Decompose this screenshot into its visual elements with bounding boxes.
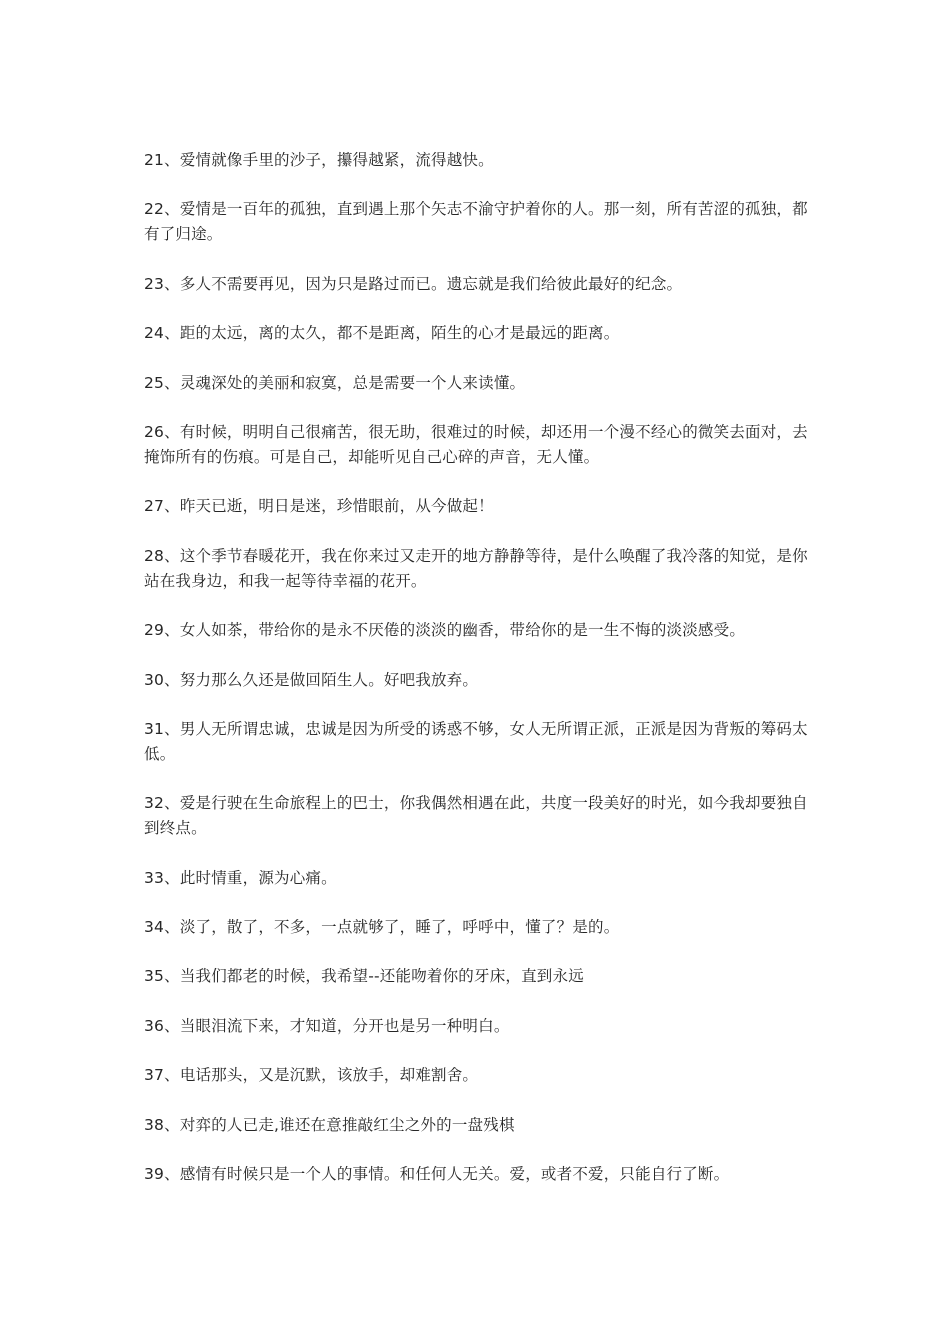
- quote-28: 28、这个季节春暖花开，我在你来过又走开的地方静静等待，是什么唤醒了我冷落的知觉，是你站在我身边，和我一起等待幸福的花开。: [144, 546, 808, 590]
- quote-21: 21、爱情就像手里的沙子，攥得越紧，流得越快。: [144, 151, 494, 169]
- quote-33: 33、此时情重，源为心痛。: [144, 868, 337, 887]
- quote-39: 39、感情有时候只是一个人的事情。和任何人无关。爱，或者不爱，只能自行了断。: [144, 1165, 730, 1184]
- quote-36: 36、当眼泪流下来，才知道，分开也是另一种明白。: [144, 1016, 510, 1035]
- document-body: [144, 148, 810, 1211]
- quote-37: 37、电话那头，又是沉默，该放手，却难割舍。: [144, 1066, 479, 1085]
- quote-38: 38、对弈的人已走,谁还在意推敲红尘之外的一盘残棋: [144, 1115, 515, 1134]
- quote-22: 22、爱情是一百年的孤独，直到遇上那个矢志不渝守护着你的人。那一刻，所有苦涩的孤独，都有了归途。: [144, 200, 808, 244]
- quote-32: 32、爱是行驶在生命旅程上的巴士，你我偶然相遇在此，共度一段美好的时光，如今我却要独自到终点。: [144, 794, 808, 838]
- quote-26: 26、有时候，明明自己很痛苦，很无助，很难过的时候，却还用一个漫不经心的微笑去面对，去掩饰所有的伤痕。可是自己，却能听见自己心碎的声音，无人懂。: [144, 422, 808, 466]
- quote-34: 34、淡了，散了，不多，一点就够了，睡了，呼呼中，懂了？是的。: [144, 918, 620, 937]
- quote-29: 29、女人如茶，带给你的是永不厌倦的淡淡的幽香，带给你的是一生不悔的淡淡感受。: [144, 621, 746, 640]
- quote-24: 24、距的太远，离的太久，都不是距离，陌生的心才是最远的距离。: [144, 324, 620, 343]
- quote-35: 35、当我们都老的时候，我希望--还能吻着你的牙床，直到永远: [144, 967, 584, 986]
- quote-23: 23、多人不需要再见，因为只是路过而已。遗忘就是我们给彼此最好的纪念。: [144, 274, 683, 293]
- quote-31: 31、男人无所谓忠诚，忠诚是因为所受的诱惑不够，女人无所谓正派，正派是因为背叛的筹码太低。: [144, 719, 808, 763]
- quote-27: 27、昨天已逝，明日是迷，珍惜眼前，从今做起！: [144, 497, 494, 516]
- quote-25: 25、灵魂深处的美丽和寂寞，总是需要一个人来读懂。: [144, 373, 526, 392]
- quote-30: 30、努力那么久还是做回陌生人。好吧我放弃。: [144, 670, 479, 689]
